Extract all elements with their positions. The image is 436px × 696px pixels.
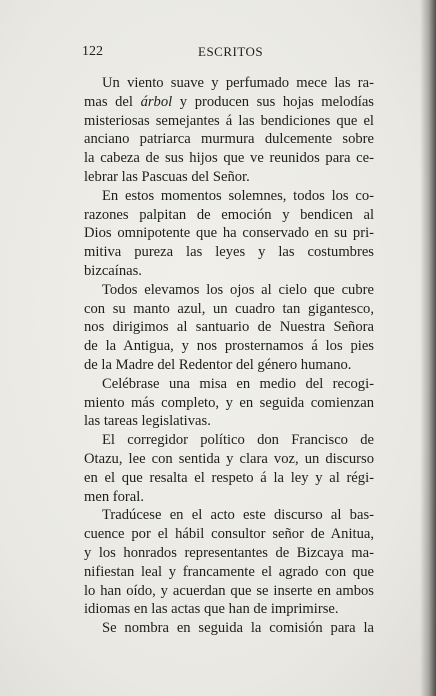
- text-run: lebrar las Pascuas del Señor.: [84, 168, 250, 185]
- text-line: [84, 619, 374, 638]
- text-line: [84, 394, 374, 413]
- text-line: [84, 224, 374, 243]
- text-run: Celébrase una misa en medio del recogi-: [102, 375, 374, 392]
- text-run: mas del: [84, 93, 141, 110]
- text-line: [84, 74, 374, 93]
- paragraph: [84, 187, 374, 281]
- text-run: Un viento suave y perfumado mece las ra-: [102, 75, 374, 91]
- text-run: men foral.: [84, 488, 144, 505]
- text-run: de la Madre del Redentor del género humano.: [84, 356, 352, 373]
- text-run: nos dirigimos al santuario de Nuestra Señora: [84, 319, 374, 336]
- text-line: [84, 93, 374, 112]
- text-run: en el que resalta el respeto á la ley y al régi-: [84, 469, 374, 486]
- text-run: cuence por el hábil consultor señor de Anitua,: [84, 526, 374, 543]
- text-line: [84, 300, 374, 319]
- running-title: ESCRITOS: [198, 44, 264, 59]
- paragraph: [84, 74, 374, 187]
- page-header: [82, 44, 374, 64]
- paragraph: [84, 281, 374, 375]
- text-run: Otazu, lee con sentida y clara voz, un discurso: [84, 450, 374, 467]
- text-run: El corregidor político don Francisco de: [102, 432, 374, 449]
- text-run: Todos elevamos los ojos al cielo que cubre: [102, 281, 374, 298]
- text-run: y los honrados representantes de Bizcaya ma-: [84, 544, 374, 561]
- text-run: razones palpitan de emoción y bendicen al: [84, 206, 374, 223]
- paragraph: [84, 375, 374, 431]
- text-line: [84, 469, 374, 488]
- text-line: [84, 243, 374, 262]
- text-line: [84, 187, 374, 206]
- text-line: [84, 412, 374, 431]
- paragraph: [84, 431, 374, 506]
- text-run: bizcaínas.: [84, 262, 142, 279]
- body-text: [84, 74, 374, 638]
- text-line: [84, 544, 374, 563]
- text-run: mitiva pureza las leyes y las costumbres: [84, 244, 374, 261]
- text-run: y producen sus hojas melodías: [172, 93, 374, 110]
- text-line: [84, 563, 374, 582]
- text-run: Se nombra en seguida la comisión para la: [102, 620, 374, 637]
- text-run: nifiestan leal y francamente el agrado con que: [84, 563, 374, 580]
- page-number: 122: [82, 44, 103, 59]
- text-run: miento más completo, y en seguida comienzan: [84, 394, 374, 411]
- text-line: [84, 582, 374, 601]
- text-line: [84, 450, 374, 469]
- text-line: [84, 525, 374, 544]
- text-run: la cabeza de sus hijos que ve reunidos para ce-: [84, 150, 374, 167]
- text-run: idiomas en las actas que han de imprimirse.: [84, 601, 339, 618]
- text-line: [84, 337, 374, 356]
- text-line: [84, 431, 374, 450]
- text-line: [84, 375, 374, 394]
- text-run: Dios omnipotente que ha conservado en su pri-: [84, 225, 374, 242]
- text-line: [84, 112, 374, 131]
- text-run: con su manto azul, un cuadro tan gigantesco,: [84, 300, 374, 317]
- text-run: En estos momentos solemnes, todos los co-: [102, 187, 374, 204]
- text-run: misteriosas semejantes á las bendiciones que el: [84, 112, 374, 129]
- paragraph: [84, 619, 374, 638]
- text-line: [84, 168, 374, 187]
- text-run: anciano patriarca murmura dulcemente sobre: [84, 131, 374, 148]
- text-line: [84, 506, 374, 525]
- text-run: lo han oído, y acuerdan que se inserte en ambos: [84, 582, 374, 599]
- text-line: [84, 318, 374, 337]
- text-line: [84, 206, 374, 225]
- text-line: [84, 149, 374, 168]
- paragraph: [84, 506, 374, 619]
- text-run: Tradúcese en el acto este discurso al bas-: [102, 507, 374, 524]
- text-run: de la Antigua, y nos prosternamos á los pies: [84, 338, 374, 355]
- text-line: [84, 356, 374, 375]
- text-line: [84, 262, 374, 281]
- text-line: [84, 600, 374, 619]
- italic-term: árbol: [140, 93, 173, 110]
- text-run: las tareas legislativas.: [84, 413, 211, 430]
- text-line: [84, 130, 374, 149]
- text-line: [84, 488, 374, 507]
- text-line: [84, 281, 374, 300]
- page-gutter-shadow: [420, 0, 436, 696]
